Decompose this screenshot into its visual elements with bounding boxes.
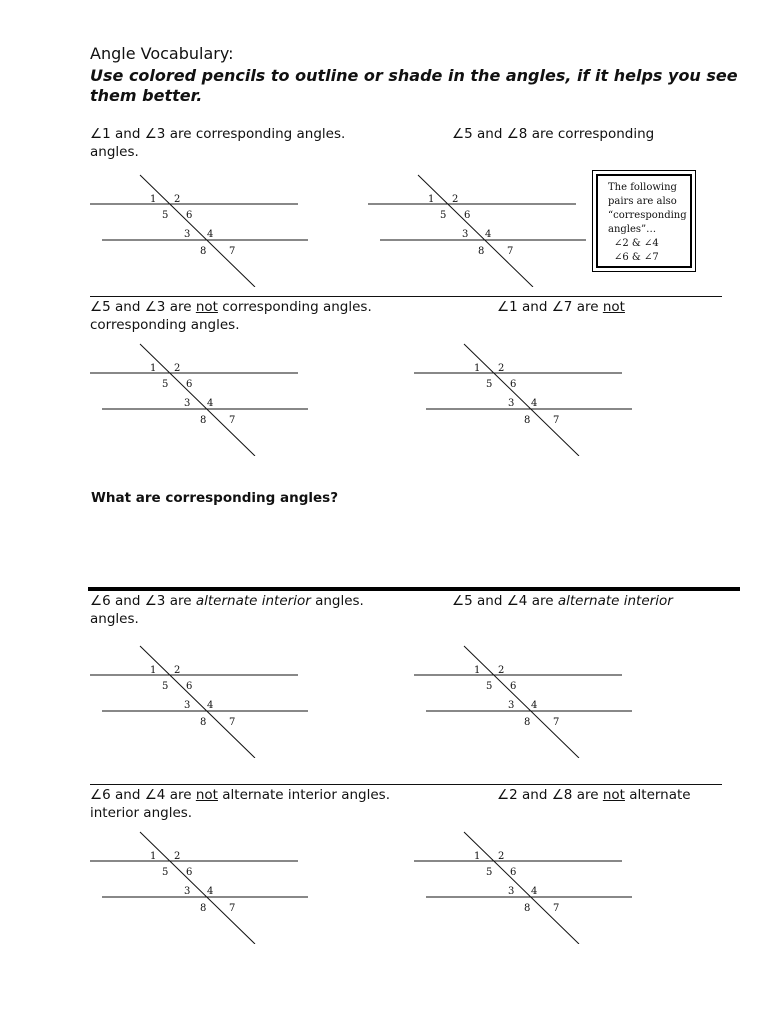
angle-label: 4	[207, 229, 214, 240]
angle-label: 6	[510, 681, 517, 692]
angle-label: 2	[174, 851, 181, 862]
angle-label: 1	[474, 363, 481, 374]
angle-label: 8	[200, 246, 207, 257]
statement-6-3-alternate-interior: ∠6 and ∠3 are alternate interior angles.	[90, 593, 364, 609]
angle-label: 3	[508, 886, 515, 897]
note-pair: ∠2 & ∠4	[614, 238, 659, 249]
angle-label: 3	[184, 229, 191, 240]
angle-label: 4	[207, 886, 214, 897]
transversal-line	[140, 832, 255, 944]
angle-label: 4	[531, 700, 538, 711]
statement-5-3-not-corresponding: ∠5 and ∠3 are not corresponding angles.	[90, 299, 372, 315]
angle-label: 4	[207, 398, 214, 409]
angle-label: 1	[150, 194, 157, 205]
angle-label: 7	[229, 246, 236, 257]
angle-label: 6	[464, 210, 471, 221]
angle-label: 6	[186, 867, 193, 878]
statement-5-4-alternate-interior: ∠5 and ∠4 are alternate interior	[452, 593, 673, 609]
transversal-line	[140, 646, 255, 758]
angle-label: 4	[531, 398, 538, 409]
transversal-diagram	[414, 341, 654, 456]
angle-label: 3	[184, 398, 191, 409]
divider	[90, 784, 722, 785]
angle-label: 1	[150, 851, 157, 862]
transversal-diagram	[90, 829, 330, 944]
angle-label: 5	[486, 379, 493, 390]
angle-label: 8	[524, 903, 531, 914]
angle-label: 6	[510, 867, 517, 878]
statement-2-8-not-alternate: ∠2 and ∠8 are not alternate	[497, 787, 691, 803]
angle-label: 2	[498, 665, 505, 676]
angle-label: 3	[184, 700, 191, 711]
angle-label: 7	[229, 717, 236, 728]
transversal-line	[140, 175, 255, 287]
angle-label: 2	[498, 851, 505, 862]
angle-label: 1	[474, 851, 481, 862]
angle-label: 5	[162, 867, 169, 878]
angle-label: 8	[524, 415, 531, 426]
angle-label: 6	[186, 379, 193, 390]
statement-wrap: corresponding angles.	[90, 317, 240, 333]
transversal-diagram	[414, 829, 654, 944]
angle-label: 8	[478, 246, 485, 257]
statement-wrap: angles.	[90, 611, 139, 627]
angle-label: 2	[498, 363, 505, 374]
angle-label: 5	[162, 210, 169, 221]
angle-label: 7	[553, 717, 560, 728]
angle-label: 5	[162, 379, 169, 390]
angle-label: 2	[174, 363, 181, 374]
angle-label: 1	[474, 665, 481, 676]
angle-label: 5	[486, 867, 493, 878]
angle-label: 7	[553, 415, 560, 426]
angle-label: 3	[508, 398, 515, 409]
angle-label: 7	[229, 903, 236, 914]
instructions: Use colored pencils to outline or shade in the angles, if it helps you see them better.	[90, 66, 738, 105]
question-prompt: What are corresponding angles?	[91, 490, 339, 506]
angle-label: 2	[174, 194, 181, 205]
transversal-diagram	[414, 643, 654, 758]
angle-label: 8	[524, 717, 531, 728]
statement-6-4-not-alternate: ∠6 and ∠4 are not alternate interior angles.	[90, 787, 390, 803]
transversal-diagram	[90, 341, 330, 456]
angle-label: 8	[200, 717, 207, 728]
transversal-line	[464, 832, 579, 944]
transversal-line	[464, 344, 579, 456]
statement-1-3-corresponding: ∠1 and ∠3 are corresponding angles.	[90, 126, 346, 142]
transversal-line	[464, 646, 579, 758]
angle-label: 5	[162, 681, 169, 692]
angle-label: 5	[486, 681, 493, 692]
angle-label: 1	[150, 363, 157, 374]
angle-label: 7	[229, 415, 236, 426]
angle-label: 3	[462, 229, 469, 240]
angle-label: 3	[508, 700, 515, 711]
note-text: The following pairs are also “corresponding angles”…	[608, 182, 687, 235]
transversal-diagram	[90, 172, 330, 287]
angle-label: 7	[553, 903, 560, 914]
section-divider	[88, 587, 740, 591]
angle-label: 4	[207, 700, 214, 711]
statement-wrap: angles.	[90, 144, 139, 160]
angle-label: 7	[507, 246, 514, 257]
angle-label: 8	[200, 903, 207, 914]
transversal-diagram	[368, 172, 608, 287]
angle-label: 2	[452, 194, 459, 205]
angle-label: 3	[184, 886, 191, 897]
corresponding-pairs-note	[592, 170, 696, 272]
angle-label: 4	[485, 229, 492, 240]
transversal-line	[140, 344, 255, 456]
angle-label: 1	[150, 665, 157, 676]
transversal-line	[418, 175, 533, 287]
angle-label: 6	[186, 210, 193, 221]
angle-label: 1	[428, 194, 435, 205]
angle-label: 5	[440, 210, 447, 221]
statement-5-8-corresponding: ∠5 and ∠8 are corresponding	[452, 126, 655, 142]
note-pair: ∠6 & ∠7	[614, 252, 659, 263]
statement-wrap: interior angles.	[90, 805, 193, 821]
divider	[90, 296, 722, 297]
statement-1-7-not-corresponding: ∠1 and ∠7 are not	[497, 299, 625, 315]
angle-label: 4	[531, 886, 538, 897]
angle-label: 6	[186, 681, 193, 692]
angle-label: 8	[200, 415, 207, 426]
page-title: Angle Vocabulary:	[90, 44, 234, 63]
angle-label: 6	[510, 379, 517, 390]
transversal-diagram	[90, 643, 330, 758]
angle-label: 2	[174, 665, 181, 676]
